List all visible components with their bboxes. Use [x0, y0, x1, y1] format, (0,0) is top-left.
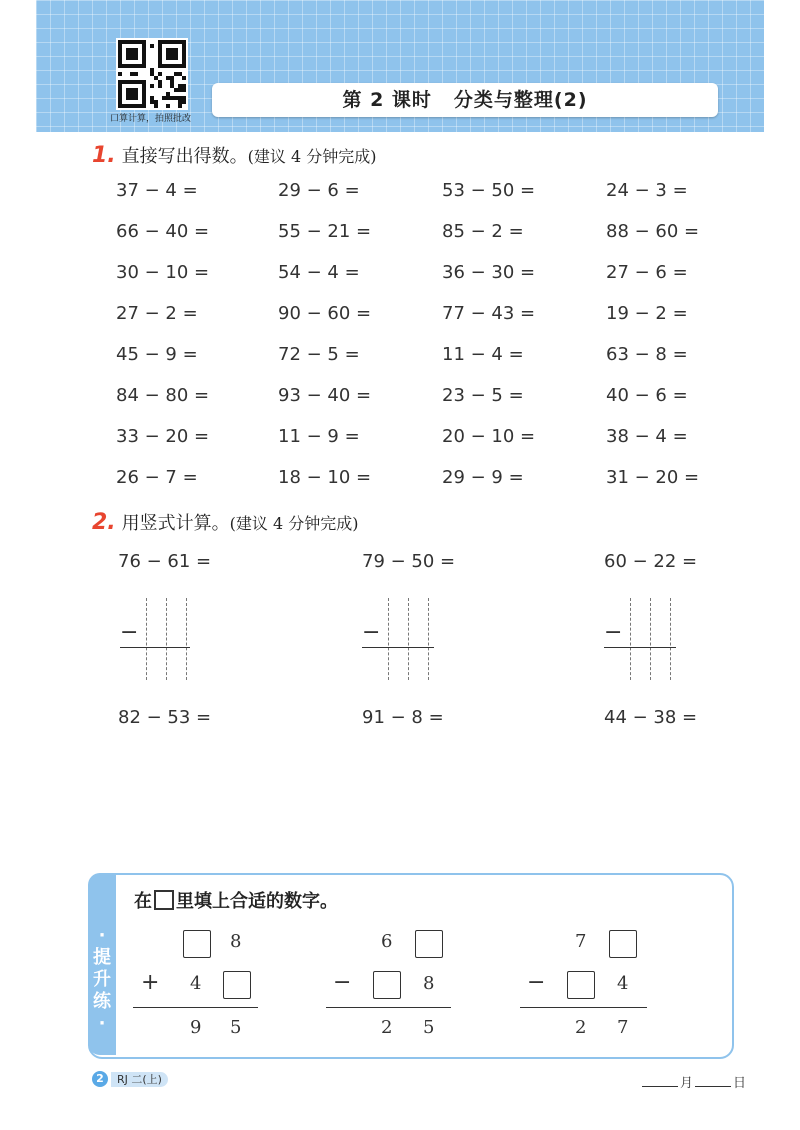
edition-label: RJ 二(上) — [111, 1072, 168, 1087]
qr-cell — [182, 76, 186, 80]
qr-cell — [178, 104, 182, 108]
difference-line — [520, 1007, 647, 1008]
q2-title: 用竖式计算。 — [121, 513, 230, 534]
minus-sign: − — [604, 620, 623, 645]
minus-sign: − — [333, 970, 352, 995]
q1-expression: 20 − 10 = — [442, 426, 536, 447]
q1-expression: 30 − 10 = — [116, 262, 210, 283]
q1-note: (建议 4 分钟完成) — [247, 147, 377, 166]
qr-cell — [150, 84, 154, 88]
qr-cell — [182, 100, 186, 104]
q1-expression: 54 − 4 = — [278, 262, 360, 283]
qr-cell — [158, 84, 162, 88]
q1-number: 1. — [92, 143, 116, 168]
q2-expression: 79 − 50 = — [362, 551, 456, 572]
q1-expression: 24 − 3 = — [606, 180, 688, 201]
qr-cell — [154, 104, 158, 108]
q2-expression: 82 − 53 = — [118, 707, 212, 728]
q1-expression: 63 − 8 = — [606, 344, 688, 365]
vertical-calc-line — [604, 647, 676, 648]
q1-expression: 88 − 60 = — [606, 221, 700, 242]
minus-sign: − — [527, 970, 546, 995]
digit: 2 — [575, 1017, 587, 1038]
vertical-guide — [428, 598, 429, 680]
q2-heading — [92, 509, 359, 535]
q1-expression: 77 − 43 = — [442, 303, 536, 324]
q1-expression: 26 − 7 = — [116, 467, 198, 488]
vertical-guide — [408, 598, 409, 680]
qr-cell — [158, 72, 162, 76]
q1-expression: 90 − 60 = — [278, 303, 372, 324]
vertical-guide — [186, 598, 187, 680]
q2-expression: 60 − 22 = — [604, 551, 698, 572]
q1-title: 直接写出得数。 — [121, 146, 248, 167]
digit: 8 — [230, 931, 242, 952]
qr-cell — [118, 72, 122, 76]
answer-box[interactable] — [183, 930, 211, 958]
day-blank[interactable] — [695, 1086, 731, 1087]
difference-line — [326, 1007, 451, 1008]
qr-cell — [166, 104, 170, 108]
qr-cell — [126, 88, 138, 100]
date-field: 月 日 — [640, 1072, 746, 1091]
q1-expression: 40 − 6 = — [606, 385, 688, 406]
q1-heading — [92, 142, 377, 168]
digit: 4 — [617, 973, 629, 994]
minus-sign: − — [362, 620, 381, 645]
q2-expression: 44 − 38 = — [604, 707, 698, 728]
q1-expression: 29 − 6 = — [278, 180, 360, 201]
q2-expression: 76 − 61 = — [118, 551, 212, 572]
q1-expression: 38 − 4 = — [606, 426, 688, 447]
digit: 6 — [381, 931, 393, 952]
q1-expression: 84 − 80 = — [116, 385, 210, 406]
qr-cell — [166, 48, 178, 60]
vertical-guide — [650, 598, 651, 680]
answer-box[interactable] — [415, 930, 443, 958]
q1-expression: 27 − 2 = — [116, 303, 198, 324]
q1-expression: 23 − 5 = — [442, 385, 524, 406]
digit: 7 — [617, 1017, 629, 1038]
q1-expression: 31 − 20 = — [606, 467, 700, 488]
vertical-calc-line — [362, 647, 434, 648]
page-number: 2 — [92, 1071, 108, 1087]
q2-note: (建议 4 分钟完成) — [229, 514, 359, 533]
q1-expression: 37 − 4 = — [116, 180, 198, 201]
vertical-guide — [166, 598, 167, 680]
lesson-number: 第 2 课时 — [342, 89, 432, 111]
vertical-calc-line — [120, 647, 190, 648]
answer-box[interactable] — [223, 971, 251, 999]
q1-expression: 72 − 5 = — [278, 344, 360, 365]
q1-expression: 19 − 2 = — [606, 303, 688, 324]
digit: 8 — [423, 973, 435, 994]
q1-expression: 85 − 2 = — [442, 221, 524, 242]
q1-expression: 11 − 4 = — [442, 344, 524, 365]
digit: 4 — [190, 973, 202, 994]
vertical-guide — [670, 598, 671, 680]
digit: 2 — [381, 1017, 393, 1038]
answer-box[interactable] — [609, 930, 637, 958]
q1-expression: 55 − 21 = — [278, 221, 372, 242]
q1-expression: 66 − 40 = — [116, 221, 210, 242]
qr-caption: 口算计算，拍照批改 — [110, 114, 192, 124]
practice-side-label: · 提 升 练 · — [93, 925, 111, 1034]
lesson-topic: 分类与整理(2) — [453, 89, 588, 111]
practice-question: 在 里填上合适的数字。 — [134, 891, 338, 912]
qr-cell — [134, 72, 138, 76]
answer-box[interactable] — [567, 971, 595, 999]
month-blank[interactable] — [642, 1086, 678, 1087]
digit: 7 — [575, 931, 587, 952]
plus-sign: + — [141, 970, 160, 995]
qr-cell — [182, 88, 186, 92]
vertical-guide — [388, 598, 389, 680]
q1-expression: 27 − 6 = — [606, 262, 688, 283]
q1-expression: 33 − 20 = — [116, 426, 210, 447]
q1-expression: 36 − 30 = — [442, 262, 536, 283]
q1-expression: 45 − 9 = — [116, 344, 198, 365]
qr-cell — [126, 48, 138, 60]
q1-expression: 93 − 40 = — [278, 385, 372, 406]
box-symbol-icon — [154, 890, 174, 910]
page-title — [212, 83, 718, 117]
q1-expression: 11 − 9 = — [278, 426, 360, 447]
q1-expression: 18 − 10 = — [278, 467, 372, 488]
sum-line — [133, 1007, 258, 1008]
qr-code-icon[interactable] — [116, 38, 188, 110]
minus-sign: − — [120, 620, 139, 645]
qr-cell — [150, 44, 154, 48]
digit: 5 — [230, 1017, 242, 1038]
digit: 9 — [190, 1017, 202, 1038]
q2-number: 2. — [92, 510, 116, 535]
q1-expression: 29 − 9 = — [442, 467, 524, 488]
vertical-guide — [630, 598, 631, 680]
answer-box[interactable] — [373, 971, 401, 999]
vertical-guide — [146, 598, 147, 680]
digit: 5 — [423, 1017, 435, 1038]
q1-expression: 53 − 50 = — [442, 180, 536, 201]
q2-expression: 91 − 8 = — [362, 707, 444, 728]
